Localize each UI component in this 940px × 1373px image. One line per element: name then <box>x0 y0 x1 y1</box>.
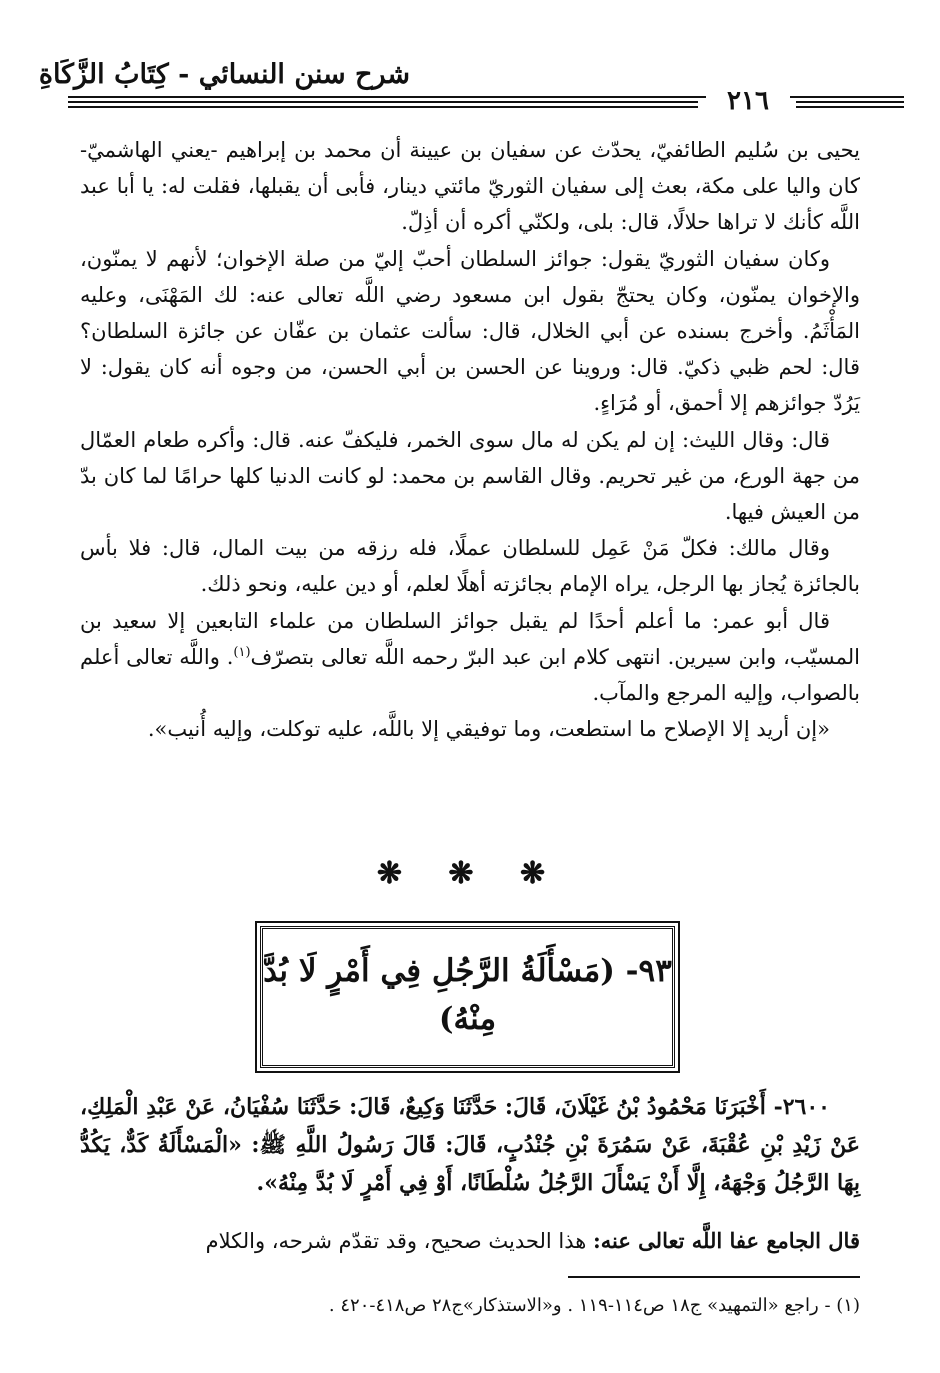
paragraph: وكان سفيان الثوريّ يقول: جوائز السلطان أحبّ إليّ من صلة الإخوان؛ لأنهم لا يمنّون، والإخوان يمنّون، وكان يحتجّ بقول ابن مسعود رضي اللَّه تعالى عنه: لك المَهْنَى، وعليه المَأْثَمُ. وأخرج بسنده عن أبي الخلال، قال: سألت عثمان بن عفّان عن جائزة السلطان؟ قال: لحم ظبي ذكيّ. قال: وروينا عن الحسن بن أبي الحسن، من وجوه أنه كان يقول: لا يَرُدّ جوائزهم إلا أحمق، أو مُرَاءٍ. <box>80 246 860 416</box>
main-text <box>80 132 860 747</box>
header-rule <box>796 106 904 108</box>
quran-quote: «إن أريد إلا الإصلاح ما استطعت، وما توفيقي إلا باللَّه، عليه توكلت، وإليه أُنيب». <box>147 717 830 742</box>
footnote-reference: (١) <box>233 644 251 660</box>
paragraph <box>80 603 860 712</box>
chapter-heading-box <box>260 926 675 1068</box>
paragraph: وقال مالك: فكلّ مَنْ عَمِل للسلطان عملًا، فله رزقه من بيت المال، قال: فلا بأس بالجائزة يُجاز بها الرجل، يراه الإمام بجائزته أهلًا لعلم، أو دين عليه، ونحو ذلك. <box>80 536 860 597</box>
header-rule <box>68 101 698 103</box>
running-header-title: شرح سنن النسائي - كِتَابُ الزَّكَاةِ <box>38 59 410 90</box>
commentary-lead: قال الجامع عفا اللَّه تعالى عنه: <box>592 1228 860 1253</box>
header-rule <box>796 101 904 103</box>
paragraph-text: . واللَّه تعالى أعلم بالصواب، وإليه المرجع والمآب. <box>80 644 860 706</box>
footnote-rule <box>568 1276 860 1278</box>
hadith-paragraph: ٢٦٠٠- أَخْبَرَنَا مَحْمُودُ بْنُ غَيْلَانَ، قَالَ: حَدَّثَنَا وَكِيعٌ، قَالَ: حَدَّثَنَا سُفْيَانُ، عَنْ عَبْدِ الْمَلِكِ، عَنْ زَيْدِ بْنِ عُقْبَةَ، عَنْ سَمُرَةَ بْنِ جُنْدُبٍ، قَالَ: قَالَ رَسُولُ اللَّهِ ﷺ: «الْمَسْأَلَةُ كَدٌّ، يَكُدُّ بِهَا الرَّجُلُ وَجْهَهُ، إِلَّا أَنْ يَسْأَلَ الرَّجُلُ سُلْطَانًا، أَوْ فِي أَمْرٍ لَا بُدَّ مِنْهُ». <box>80 1094 860 1196</box>
footnote: (١) - راجع «التمهيد» ج١٨ ص١١٤-١١٩ . و«الاستذكار»ج٢٨ ص٤١٨-٤٢٠ . <box>328 1295 860 1316</box>
commentary <box>80 1224 860 1258</box>
section-separator: ❋ ❋ ❋ <box>376 856 564 891</box>
paragraph-text: قال أبو عمر: ما أعلم أحدًا لم يقبل جوائز السلطان من علماء التابعين إلا سعيد بن المسيّب، وابن سيرين. انتهى كلام ابن عبد البرّ رحمه اللَّه تعالى بتصرّف <box>80 608 860 669</box>
header-rule <box>68 106 698 108</box>
paragraph: قال: وقال الليث: إن لم يكن له مال سوى الخمر، فليكفّ عنه. قال: وأكره طعام العمّال من جهة الورع، من غير تحريم. وقال القاسم بن محمد: لو كانت الدنيا كلها حرامًا لما كان بدّ من العيش فيها. <box>80 427 860 525</box>
chapter-title: ٩٣- (مَسْأَلَةُ الرَّجُلِ فِي أَمْرٍ لَا بُدَّ مِنْهُ) <box>263 953 672 1037</box>
paragraph: يحيى بن سُليم الطائفيّ، يحدّث عن سفيان بن عيينة أن محمد بن إبراهيم -يعني الهاشميّ- كان واليا على مكة، بعث إلى سفيان الثوريّ مائتي دينار، فأبى أن يقبلها، فقلت له: يا أبا عبد اللَّه كأنك لا تراها حلالًا، قال: بلى، ولكنّي أكره أن أذِلّ. <box>80 138 860 235</box>
commentary-text: هذا الحديث صحيح، وقد تقدّم شرحه، والكلام <box>205 1229 593 1253</box>
page-number: ٢١٦ <box>706 86 790 116</box>
hadith-text <box>80 1088 860 1202</box>
